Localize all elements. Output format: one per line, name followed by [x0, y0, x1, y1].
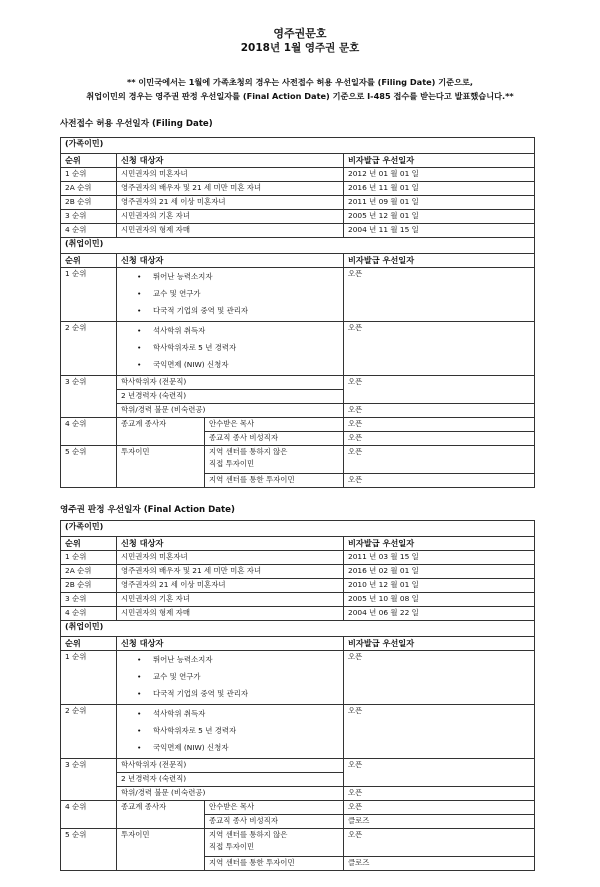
rank-cell: 5 순위	[61, 446, 117, 488]
group-row	[61, 621, 535, 637]
header-row	[61, 154, 535, 168]
date-cell: 2005 년 12 월 01 일	[344, 210, 535, 224]
target-cell: 시민권자의 기혼 자녀	[117, 210, 344, 224]
list-item: • 학사학위자로 5 년 경력자	[121, 722, 343, 739]
date-cell: 오픈	[344, 268, 535, 322]
rank-cell: 2B 순위	[61, 196, 117, 210]
category-cell: 종교계 종사자	[117, 801, 205, 829]
rank-cell: 3 순위	[61, 210, 117, 224]
date-cell: 2012 년 01 월 01 일	[344, 168, 535, 182]
group-row	[61, 138, 535, 154]
target-cell: 학사학위자 (전문직)	[117, 759, 344, 773]
intro-line-1: ** 이민국에서는 1월에 가족초청의 경우는 사전접수 허용 우선일자를 (Filing Date) 기준으로,	[126, 77, 474, 87]
target-cell: 지역 센터를 통한 투자이민	[205, 474, 344, 488]
date-cell: 오픈	[344, 787, 535, 801]
table-row	[61, 579, 535, 593]
table-row	[61, 446, 535, 474]
date-cell: 오픈	[344, 446, 535, 474]
rank-cell: 2 순위	[61, 322, 117, 376]
col-target: 신청 대상자	[117, 154, 344, 168]
list-item: • 교수 및 연구가	[121, 285, 343, 302]
table-row	[61, 224, 535, 238]
filing-table	[60, 137, 535, 488]
table-row	[61, 322, 535, 376]
col-target: 신청 대상자	[117, 254, 344, 268]
table-row	[61, 607, 535, 621]
family-group-label: (가족이민)	[61, 138, 535, 154]
filing-heading: 사전접수 허용 우선일자 (Filing Date)	[60, 119, 213, 129]
category-cell: 투자이민	[117, 446, 205, 488]
category-cell: 투자이민	[117, 829, 205, 871]
target-cell: 영주권자의 21 세 이상 미혼자녀	[117, 579, 344, 593]
target-line-1: 지역 센터를 통하지 않은	[209, 447, 288, 456]
bullet-list	[121, 268, 343, 319]
rank-cell: 4 순위	[61, 607, 117, 621]
table-row	[61, 759, 535, 773]
table-row	[61, 418, 535, 432]
target-cell	[117, 705, 344, 759]
table-row	[61, 196, 535, 210]
table-row	[61, 404, 535, 418]
date-cell: 2011 년 03 월 15 일	[344, 551, 535, 565]
table-row	[61, 651, 535, 705]
list-item: • 교수 및 연구가	[121, 668, 343, 685]
target-cell: 시민권자의 미혼자녀	[117, 168, 344, 182]
list-item: • 국익면제 (NIW) 신청자	[121, 356, 343, 373]
rank-cell: 4 순위	[61, 418, 117, 446]
rank-cell: 2B 순위	[61, 579, 117, 593]
rank-cell: 1 순위	[61, 268, 117, 322]
table-row	[61, 705, 535, 759]
date-cell: 2010 년 12 월 01 일	[344, 579, 535, 593]
table-row	[61, 787, 535, 801]
bullet-list	[121, 322, 343, 373]
table-row	[61, 268, 535, 322]
rank-cell: 3 순위	[61, 759, 117, 801]
col-date: 비자발급 우선일자	[344, 537, 535, 551]
target-cell: 학위/경력 불문 (비숙련공)	[117, 787, 344, 801]
date-cell: 2005 년 10 월 08 일	[344, 593, 535, 607]
header-row	[61, 537, 535, 551]
target-line-1: 지역 센터를 통하지 않은	[209, 830, 288, 839]
rank-cell: 3 순위	[61, 376, 117, 418]
date-cell: 오픈	[344, 651, 535, 705]
employment-group-label: (취업이민)	[61, 621, 535, 637]
target-cell: 안수받은 목사	[205, 801, 344, 815]
date-cell: 오픈	[344, 801, 535, 815]
target-cell: 학사학위자 (전문직)	[117, 376, 344, 390]
table-row	[61, 376, 535, 390]
target-cell: 시민권자의 기혼 자녀	[117, 593, 344, 607]
col-rank: 순위	[61, 637, 117, 651]
table-row	[61, 210, 535, 224]
date-cell: 오픈	[344, 376, 535, 404]
date-cell: 오픈	[344, 432, 535, 446]
list-item: • 석사학위 취득자	[121, 705, 343, 722]
date-cell: 오픈	[344, 705, 535, 759]
table-row	[61, 801, 535, 815]
date-cell: 클로즈	[344, 857, 535, 871]
rank-cell: 4 순위	[61, 224, 117, 238]
group-row	[61, 521, 535, 537]
col-target: 신청 대상자	[117, 537, 344, 551]
table-row	[61, 565, 535, 579]
table-row	[61, 182, 535, 196]
target-cell: 시민권자의 형제 자매	[117, 224, 344, 238]
date-cell: 2004 년 11 월 15 일	[344, 224, 535, 238]
category-cell: 종교계 종사자	[117, 418, 205, 446]
target-cell	[205, 829, 344, 857]
col-rank: 순위	[61, 254, 117, 268]
target-line-2: 직접 투자이민	[209, 459, 255, 468]
target-line-2: 직접 투자이민	[209, 842, 255, 851]
table-row	[61, 168, 535, 182]
date-cell: 2011 년 09 월 01 일	[344, 196, 535, 210]
date-cell: 오픈	[344, 829, 535, 857]
intro-line-2: 취업이민의 경우는 영주권 판정 우선일자를 (Final Action Date) 기준으로 I-485 접수를 받는다고 발표했습니다.**	[86, 91, 514, 101]
list-item: • 다국적 기업의 중역 및 관리자	[121, 302, 343, 319]
target-cell: 종교직 종사 비성직자	[205, 815, 344, 829]
date-cell: 2016 년 11 월 01 일	[344, 182, 535, 196]
rank-cell: 1 순위	[61, 551, 117, 565]
target-cell: 영주권자의 배우자 및 21 세 미만 미혼 자녀	[117, 182, 344, 196]
list-item: • 학사학위자로 5 년 경력자	[121, 339, 343, 356]
target-cell: 시민권자의 형제 자매	[117, 607, 344, 621]
table-row	[61, 551, 535, 565]
list-item: • 뛰어난 능력소지자	[121, 651, 343, 668]
target-cell: 영주권자의 21 세 이상 미혼자녀	[117, 196, 344, 210]
target-cell: 종교직 종사 비성직자	[205, 432, 344, 446]
group-row	[61, 238, 535, 254]
rank-cell: 5 순위	[61, 829, 117, 871]
date-cell: 2004 년 06 월 22 일	[344, 607, 535, 621]
intro-note	[24, 75, 576, 103]
list-item: • 뛰어난 능력소지자	[121, 268, 343, 285]
col-target: 신청 대상자	[117, 637, 344, 651]
list-item: • 석사학위 취득자	[121, 322, 343, 339]
date-cell: 2016 년 02 월 01 일	[344, 565, 535, 579]
rank-cell: 2A 순위	[61, 182, 117, 196]
date-cell: 오픈	[344, 418, 535, 432]
target-cell	[117, 651, 344, 705]
target-cell: 영주권자의 배우자 및 21 세 미만 미혼 자녀	[117, 565, 344, 579]
col-date: 비자발급 우선일자	[344, 254, 535, 268]
target-cell: 학위/경력 불문 (비숙련공)	[117, 404, 344, 418]
rank-cell: 2A 순위	[61, 565, 117, 579]
target-cell	[117, 268, 344, 322]
family-group-label: (가족이민)	[61, 521, 535, 537]
list-item: • 다국적 기업의 중역 및 관리자	[121, 685, 343, 702]
table-row	[61, 593, 535, 607]
table-row	[61, 829, 535, 857]
list-item: • 국익면제 (NIW) 신청자	[121, 739, 343, 756]
rank-cell: 4 순위	[61, 801, 117, 829]
date-cell: 오픈	[344, 759, 535, 787]
header-row	[61, 254, 535, 268]
rank-cell: 1 순위	[61, 168, 117, 182]
target-cell: 지역 센터를 통한 투자이민	[205, 857, 344, 871]
page-subtitle: 2018년 1월 영주권 문호	[240, 42, 360, 54]
date-cell: 오픈	[344, 474, 535, 488]
col-rank: 순위	[61, 537, 117, 551]
page-title: 영주권문호	[273, 27, 327, 40]
rank-cell: 2 순위	[61, 705, 117, 759]
bullet-list	[121, 705, 343, 756]
col-date: 비자발급 우선일자	[344, 637, 535, 651]
bullet-list	[121, 651, 343, 702]
employment-group-label: (취업이민)	[61, 238, 535, 254]
rank-cell: 1 순위	[61, 651, 117, 705]
col-rank: 순위	[61, 154, 117, 168]
target-cell: 2 년경력자 (숙련직)	[117, 390, 344, 404]
target-cell: 시민권자의 미혼자녀	[117, 551, 344, 565]
rank-cell: 3 순위	[61, 593, 117, 607]
date-cell: 오픈	[344, 404, 535, 418]
target-cell: 안수받은 목사	[205, 418, 344, 432]
target-cell: 2 년경력자 (숙련직)	[117, 773, 344, 787]
date-cell: 오픈	[344, 322, 535, 376]
col-date: 비자발급 우선일자	[344, 154, 535, 168]
date-cell: 클로즈	[344, 815, 535, 829]
target-cell	[117, 322, 344, 376]
target-cell	[205, 446, 344, 474]
final-table	[60, 520, 535, 871]
header-row	[61, 637, 535, 651]
final-heading: 영주권 판정 우선일자 (Final Action Date)	[60, 505, 235, 515]
